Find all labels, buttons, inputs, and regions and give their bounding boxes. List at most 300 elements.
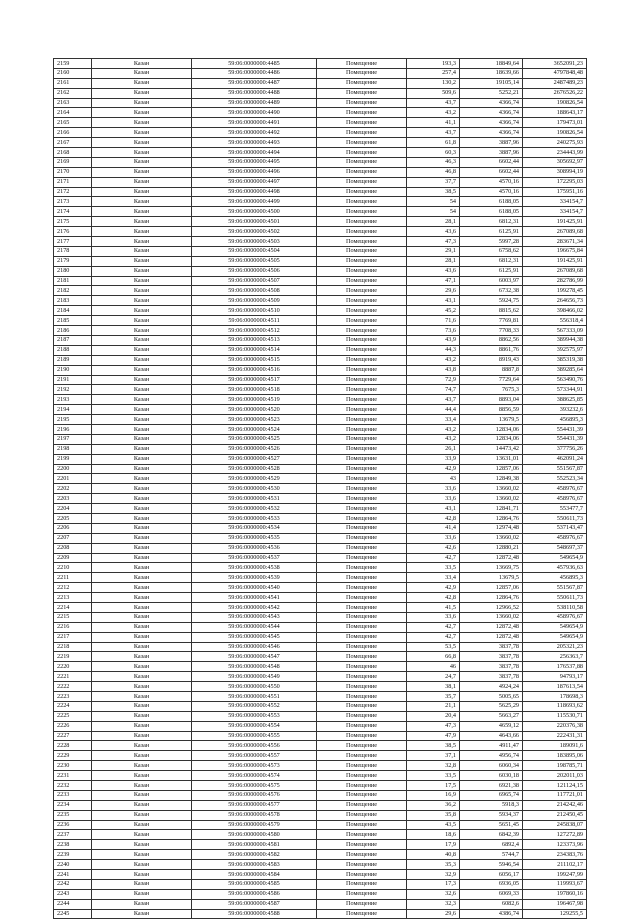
cell-cadastral-value: 457936,63 (523, 563, 587, 573)
cell-row-number: 2199 (54, 454, 92, 464)
cell-cadastral-value: 222431,31 (523, 731, 587, 741)
cell-cadastral-number: 59:06:0000000:4587 (192, 899, 317, 909)
registry-sheet (53, 58, 587, 919)
cell-row-number: 2174 (54, 207, 92, 217)
cell-specific-value: 12857,06 (460, 583, 523, 593)
cell-cadastral-number: 59:06:0000000:4576 (192, 790, 317, 800)
table-row (54, 523, 587, 533)
cell-object-type: Помещение (317, 662, 407, 672)
cell-specific-value: 12834,06 (460, 424, 523, 434)
cell-area: 60,3 (407, 148, 460, 158)
cell-area: 46,8 (407, 167, 460, 177)
cell-row-number: 2243 (54, 889, 92, 899)
cell-specific-value: 6732,38 (460, 286, 523, 296)
table-row (54, 157, 587, 167)
cell-locality: Казан (92, 296, 192, 306)
cell-specific-value: 4570,16 (460, 187, 523, 197)
cell-area: 29,6 (407, 286, 460, 296)
cell-locality: Казан (92, 118, 192, 128)
cell-cadastral-number: 59:06:0000000:4487 (192, 78, 317, 88)
cell-area: 33,4 (407, 573, 460, 583)
cell-area: 20,4 (407, 711, 460, 721)
cell-cadastral-value: 191425,91 (523, 217, 587, 227)
cell-locality: Казан (92, 731, 192, 741)
cell-specific-value: 8887,8 (460, 365, 523, 375)
table-row (54, 741, 587, 751)
cell-area: 54 (407, 197, 460, 207)
cell-specific-value: 6069,33 (460, 889, 523, 899)
cell-specific-value: 12857,06 (460, 464, 523, 474)
cell-area: 43,2 (407, 355, 460, 365)
cell-area: 16,9 (407, 790, 460, 800)
table-row (54, 830, 587, 840)
cell-locality: Казан (92, 177, 192, 187)
cell-cadastral-value: 202011,03 (523, 771, 587, 781)
cell-row-number: 2190 (54, 365, 92, 375)
cell-specific-value: 4386,74 (460, 909, 523, 919)
cell-cadastral-value: 212450,45 (523, 810, 587, 820)
table-row (54, 484, 587, 494)
cell-row-number: 2200 (54, 464, 92, 474)
cell-locality: Казан (92, 88, 192, 98)
cell-cadastral-value: 191425,91 (523, 256, 587, 266)
cell-row-number: 2226 (54, 721, 92, 731)
cell-cadastral-value: 172295,03 (523, 177, 587, 187)
cell-locality: Казан (92, 98, 192, 108)
cell-row-number: 2177 (54, 237, 92, 247)
table-row (54, 781, 587, 791)
cell-cadastral-value: 377756,26 (523, 444, 587, 454)
table-row (54, 850, 587, 860)
cell-area: 33,6 (407, 484, 460, 494)
cell-object-type: Помещение (317, 761, 407, 771)
cell-cadastral-number: 59:06:0000000:4492 (192, 128, 317, 138)
table-row (54, 593, 587, 603)
cell-row-number: 2234 (54, 800, 92, 810)
cell-locality: Казан (92, 840, 192, 850)
cell-cadastral-value: 175951,16 (523, 187, 587, 197)
table-row (54, 187, 587, 197)
cell-cadastral-value: 308994,19 (523, 167, 587, 177)
cell-specific-value: 13679,5 (460, 573, 523, 583)
cell-cadastral-value: 205321,23 (523, 642, 587, 652)
cell-row-number: 2201 (54, 474, 92, 484)
cell-cadastral-number: 59:06:0000000:4530 (192, 484, 317, 494)
cell-object-type: Помещение (317, 741, 407, 751)
cell-specific-value: 3837,78 (460, 652, 523, 662)
cell-object-type: Помещение (317, 870, 407, 880)
cell-area: 32,3 (407, 899, 460, 909)
cell-row-number: 2217 (54, 632, 92, 642)
cell-specific-value: 5663,27 (460, 711, 523, 721)
cell-specific-value: 13660,02 (460, 494, 523, 504)
cell-locality: Казан (92, 810, 192, 820)
cell-object-type: Помещение (317, 622, 407, 632)
cell-locality: Казан (92, 721, 192, 731)
cell-specific-value: 6758,62 (460, 246, 523, 256)
cell-row-number: 2202 (54, 484, 92, 494)
cell-cadastral-number: 59:06:0000000:4573 (192, 761, 317, 771)
cell-object-type: Помещение (317, 98, 407, 108)
cell-area: 40,8 (407, 850, 460, 860)
cell-cadastral-number: 59:06:0000000:4583 (192, 860, 317, 870)
cell-area: 36,2 (407, 800, 460, 810)
cell-locality: Казан (92, 355, 192, 365)
cell-specific-value: 6125,91 (460, 227, 523, 237)
cell-cadastral-value: 187613,54 (523, 682, 587, 692)
cell-cadastral-value: 283671,34 (523, 237, 587, 247)
cell-cadastral-number: 59:06:0000000:4488 (192, 88, 317, 98)
table-row (54, 751, 587, 761)
cell-cadastral-number: 59:06:0000000:4574 (192, 771, 317, 781)
cell-specific-value: 4366,74 (460, 128, 523, 138)
cell-specific-value: 7708,33 (460, 326, 523, 336)
cell-area: 43,2 (407, 108, 460, 118)
cell-cadastral-value: 305692,97 (523, 157, 587, 167)
cell-cadastral-number: 59:06:0000000:4544 (192, 622, 317, 632)
cell-row-number: 2188 (54, 345, 92, 355)
cell-locality: Казан (92, 533, 192, 543)
table-row (54, 405, 587, 415)
table-row (54, 632, 587, 642)
table-row (54, 246, 587, 256)
cell-locality: Казан (92, 375, 192, 385)
cell-object-type: Помещение (317, 850, 407, 860)
cell-cadastral-value: 563490,76 (523, 375, 587, 385)
cell-area: 32,6 (407, 889, 460, 899)
cell-object-type: Помещение (317, 217, 407, 227)
cell-row-number: 2213 (54, 593, 92, 603)
cell-cadastral-value: 334154,7 (523, 197, 587, 207)
cell-cadastral-value: 458976,67 (523, 612, 587, 622)
cell-object-type: Помещение (317, 879, 407, 889)
cell-cadastral-number: 59:06:0000000:4586 (192, 889, 317, 899)
table-row (54, 177, 587, 187)
cell-specific-value: 6936,05 (460, 879, 523, 889)
cell-cadastral-number: 59:06:0000000:4520 (192, 405, 317, 415)
cell-cadastral-number: 59:06:0000000:4552 (192, 701, 317, 711)
cell-cadastral-number: 59:06:0000000:4529 (192, 474, 317, 484)
cell-cadastral-value: 556318,4 (523, 316, 587, 326)
cell-row-number: 2160 (54, 68, 92, 78)
cell-area: 33,6 (407, 533, 460, 543)
cell-row-number: 2166 (54, 128, 92, 138)
table-row (54, 642, 587, 652)
cell-cadastral-value: 198785,71 (523, 761, 587, 771)
cell-cadastral-value: 129255,5 (523, 909, 587, 919)
cell-specific-value: 8862,56 (460, 335, 523, 345)
cell-cadastral-number: 59:06:0000000:4545 (192, 632, 317, 642)
cell-locality: Казан (92, 583, 192, 593)
cell-cadastral-number: 59:06:0000000:4486 (192, 68, 317, 78)
cell-cadastral-number: 59:06:0000000:4534 (192, 523, 317, 533)
cell-cadastral-number: 59:06:0000000:4502 (192, 227, 317, 237)
cell-locality: Казан (92, 326, 192, 336)
cell-locality: Казан (92, 157, 192, 167)
table-row (54, 385, 587, 395)
cell-cadastral-number: 59:06:0000000:4519 (192, 395, 317, 405)
table-row (54, 227, 587, 237)
cell-locality: Казан (92, 741, 192, 751)
table-row (54, 296, 587, 306)
cell-cadastral-number: 59:06:0000000:4582 (192, 850, 317, 860)
cell-object-type: Помещение (317, 157, 407, 167)
cell-object-type: Помещение (317, 266, 407, 276)
cell-object-type: Помещение (317, 246, 407, 256)
table-row (54, 395, 587, 405)
cell-cadastral-number: 59:06:0000000:4528 (192, 464, 317, 474)
cell-area: 42,7 (407, 622, 460, 632)
cell-cadastral-number: 59:06:0000000:4485 (192, 59, 317, 69)
cell-specific-value: 12872,48 (460, 632, 523, 642)
cell-object-type: Помещение (317, 108, 407, 118)
cell-object-type: Помещение (317, 59, 407, 69)
cell-row-number: 2170 (54, 167, 92, 177)
cell-locality: Казан (92, 405, 192, 415)
cell-object-type: Помещение (317, 187, 407, 197)
cell-area: 43,1 (407, 296, 460, 306)
cell-row-number: 2185 (54, 316, 92, 326)
cell-area: 24,7 (407, 672, 460, 682)
cell-specific-value: 7769,81 (460, 316, 523, 326)
cell-row-number: 2245 (54, 909, 92, 919)
cell-row-number: 2159 (54, 59, 92, 69)
cell-area: 43,7 (407, 128, 460, 138)
cell-locality: Казан (92, 761, 192, 771)
cell-row-number: 2198 (54, 444, 92, 454)
cell-specific-value: 6188,05 (460, 207, 523, 217)
cell-object-type: Помещение (317, 504, 407, 514)
cell-object-type: Помещение (317, 602, 407, 612)
cell-object-type: Помещение (317, 533, 407, 543)
table-row (54, 286, 587, 296)
cell-object-type: Помещение (317, 434, 407, 444)
cell-object-type: Помещение (317, 889, 407, 899)
cell-cadastral-number: 59:06:0000000:4578 (192, 810, 317, 820)
cell-row-number: 2163 (54, 98, 92, 108)
cell-area: 43,8 (407, 365, 460, 375)
table-row (54, 326, 587, 336)
cell-cadastral-value: 554431,39 (523, 434, 587, 444)
cell-specific-value: 12849,38 (460, 474, 523, 484)
cell-cadastral-number: 59:06:0000000:4508 (192, 286, 317, 296)
cell-object-type: Помещение (317, 612, 407, 622)
cell-object-type: Помещение (317, 464, 407, 474)
cell-object-type: Помещение (317, 355, 407, 365)
cell-locality: Казан (92, 365, 192, 375)
cell-locality: Казан (92, 167, 192, 177)
table-row (54, 771, 587, 781)
cell-specific-value: 7729,64 (460, 375, 523, 385)
cell-area: 35,8 (407, 810, 460, 820)
cell-cadastral-number: 59:06:0000000:4555 (192, 731, 317, 741)
cell-cadastral-number: 59:06:0000000:4533 (192, 513, 317, 523)
cell-area: 17,9 (407, 840, 460, 850)
cell-locality: Казан (92, 909, 192, 919)
table-row (54, 474, 587, 484)
cell-specific-value: 12872,48 (460, 622, 523, 632)
cell-specific-value: 8856,59 (460, 405, 523, 415)
cell-cadastral-value: 458976,67 (523, 533, 587, 543)
cell-row-number: 2229 (54, 751, 92, 761)
cell-specific-value: 4366,74 (460, 118, 523, 128)
cell-object-type: Помещение (317, 583, 407, 593)
cell-cadastral-value: 197860,16 (523, 889, 587, 899)
cell-cadastral-value: 220376,38 (523, 721, 587, 731)
cell-cadastral-number: 59:06:0000000:4493 (192, 138, 317, 148)
cell-cadastral-number: 59:06:0000000:4539 (192, 573, 317, 583)
cell-object-type: Помещение (317, 523, 407, 533)
cell-row-number: 2171 (54, 177, 92, 187)
cell-cadastral-value: 196675,84 (523, 246, 587, 256)
cell-specific-value: 6056,17 (460, 870, 523, 880)
cell-cadastral-value: 538110,58 (523, 602, 587, 612)
cell-object-type: Помещение (317, 148, 407, 158)
cell-area: 257,4 (407, 68, 460, 78)
cell-cadastral-value: 267089,68 (523, 266, 587, 276)
table-row (54, 237, 587, 247)
cell-row-number: 2209 (54, 553, 92, 563)
table-row (54, 899, 587, 909)
cell-specific-value: 13660,02 (460, 612, 523, 622)
cell-specific-value: 12864,76 (460, 593, 523, 603)
cell-specific-value: 6965,74 (460, 790, 523, 800)
cell-cadastral-value: 392575,97 (523, 345, 587, 355)
cell-object-type: Помещение (317, 909, 407, 919)
cell-object-type: Помещение (317, 751, 407, 761)
table-row (54, 306, 587, 316)
table-row (54, 335, 587, 345)
cell-row-number: 2183 (54, 296, 92, 306)
cell-area: 46 (407, 662, 460, 672)
cell-cadastral-value: 553477,7 (523, 504, 587, 514)
cell-object-type: Помещение (317, 701, 407, 711)
cell-area: 18,6 (407, 830, 460, 840)
cell-specific-value: 6812,31 (460, 217, 523, 227)
table-row (54, 197, 587, 207)
table-row (54, 622, 587, 632)
cell-cadastral-value: 458976,67 (523, 484, 587, 494)
cell-object-type: Помещение (317, 375, 407, 385)
cell-cadastral-value: 234383,76 (523, 850, 587, 860)
cell-row-number: 2218 (54, 642, 92, 652)
cell-row-number: 2176 (54, 227, 92, 237)
cadastral-value-table (53, 58, 587, 919)
cell-area: 37,1 (407, 751, 460, 761)
cell-cadastral-value: 190826,54 (523, 98, 587, 108)
cell-specific-value: 8861,76 (460, 345, 523, 355)
cell-cadastral-number: 59:06:0000000:4554 (192, 721, 317, 731)
cell-locality: Казан (92, 207, 192, 217)
cell-specific-value: 12966,52 (460, 602, 523, 612)
cell-row-number: 2165 (54, 118, 92, 128)
cell-area: 43,7 (407, 395, 460, 405)
cell-area: 66,8 (407, 652, 460, 662)
cell-row-number: 2168 (54, 148, 92, 158)
cell-specific-value: 6125,91 (460, 266, 523, 276)
cell-locality: Казан (92, 523, 192, 533)
cell-cadastral-value: 385319,38 (523, 355, 587, 365)
table-row (54, 909, 587, 919)
cell-area: 32,9 (407, 870, 460, 880)
cell-locality: Казан (92, 395, 192, 405)
cell-row-number: 2214 (54, 602, 92, 612)
cell-cadastral-number: 59:06:0000000:4511 (192, 316, 317, 326)
cell-object-type: Помещение (317, 632, 407, 642)
table-row (54, 355, 587, 365)
cell-object-type: Помещение (317, 593, 407, 603)
cell-row-number: 2184 (54, 306, 92, 316)
cell-object-type: Помещение (317, 335, 407, 345)
cell-locality: Казан (92, 711, 192, 721)
cell-locality: Казан (92, 652, 192, 662)
cell-cadastral-value: 199278,45 (523, 286, 587, 296)
cell-cadastral-number: 59:06:0000000:4523 (192, 415, 317, 425)
table-row (54, 148, 587, 158)
cell-cadastral-number: 59:06:0000000:4540 (192, 583, 317, 593)
cell-area: 42,7 (407, 632, 460, 642)
cell-row-number: 2235 (54, 810, 92, 820)
cell-row-number: 2206 (54, 523, 92, 533)
cell-cadastral-number: 59:06:0000000:4581 (192, 840, 317, 850)
cell-area: 35,7 (407, 692, 460, 702)
cell-cadastral-number: 59:06:0000000:4501 (192, 217, 317, 227)
cell-area: 38,5 (407, 741, 460, 751)
cell-row-number: 2181 (54, 276, 92, 286)
cell-locality: Казан (92, 602, 192, 612)
cell-cadastral-number: 59:06:0000000:4546 (192, 642, 317, 652)
cell-object-type: Помещение (317, 237, 407, 247)
cell-object-type: Помещение (317, 316, 407, 326)
cell-row-number: 2197 (54, 434, 92, 444)
cell-object-type: Помещение (317, 405, 407, 415)
cell-area: 42,9 (407, 583, 460, 593)
cell-cadastral-value: 94793,17 (523, 672, 587, 682)
cell-object-type: Помещение (317, 692, 407, 702)
cell-cadastral-number: 59:06:0000000:4556 (192, 741, 317, 751)
cell-object-type: Помещение (317, 167, 407, 177)
cell-row-number: 2205 (54, 513, 92, 523)
cell-cadastral-number: 59:06:0000000:4536 (192, 543, 317, 553)
cell-locality: Казан (92, 543, 192, 553)
table-row (54, 444, 587, 454)
cell-specific-value: 6892,4 (460, 840, 523, 850)
cell-row-number: 2225 (54, 711, 92, 721)
table-row (54, 276, 587, 286)
cell-specific-value: 12841,71 (460, 504, 523, 514)
table-row (54, 138, 587, 148)
cell-cadastral-number: 59:06:0000000:4542 (192, 602, 317, 612)
cell-cadastral-number: 59:06:0000000:4557 (192, 751, 317, 761)
table-row (54, 870, 587, 880)
cell-object-type: Помещение (317, 711, 407, 721)
table-row (54, 434, 587, 444)
cell-locality: Казан (92, 108, 192, 118)
table-row (54, 256, 587, 266)
cell-row-number: 2242 (54, 879, 92, 889)
table-row (54, 553, 587, 563)
table-body (54, 59, 587, 919)
cell-locality: Казан (92, 197, 192, 207)
cell-row-number: 2231 (54, 771, 92, 781)
cell-specific-value: 5625,29 (460, 701, 523, 711)
table-row (54, 889, 587, 899)
cell-locality: Казан (92, 217, 192, 227)
cell-area: 42,9 (407, 464, 460, 474)
cell-specific-value: 3887,96 (460, 148, 523, 158)
cell-specific-value: 5997,28 (460, 237, 523, 247)
cell-area: 43 (407, 474, 460, 484)
